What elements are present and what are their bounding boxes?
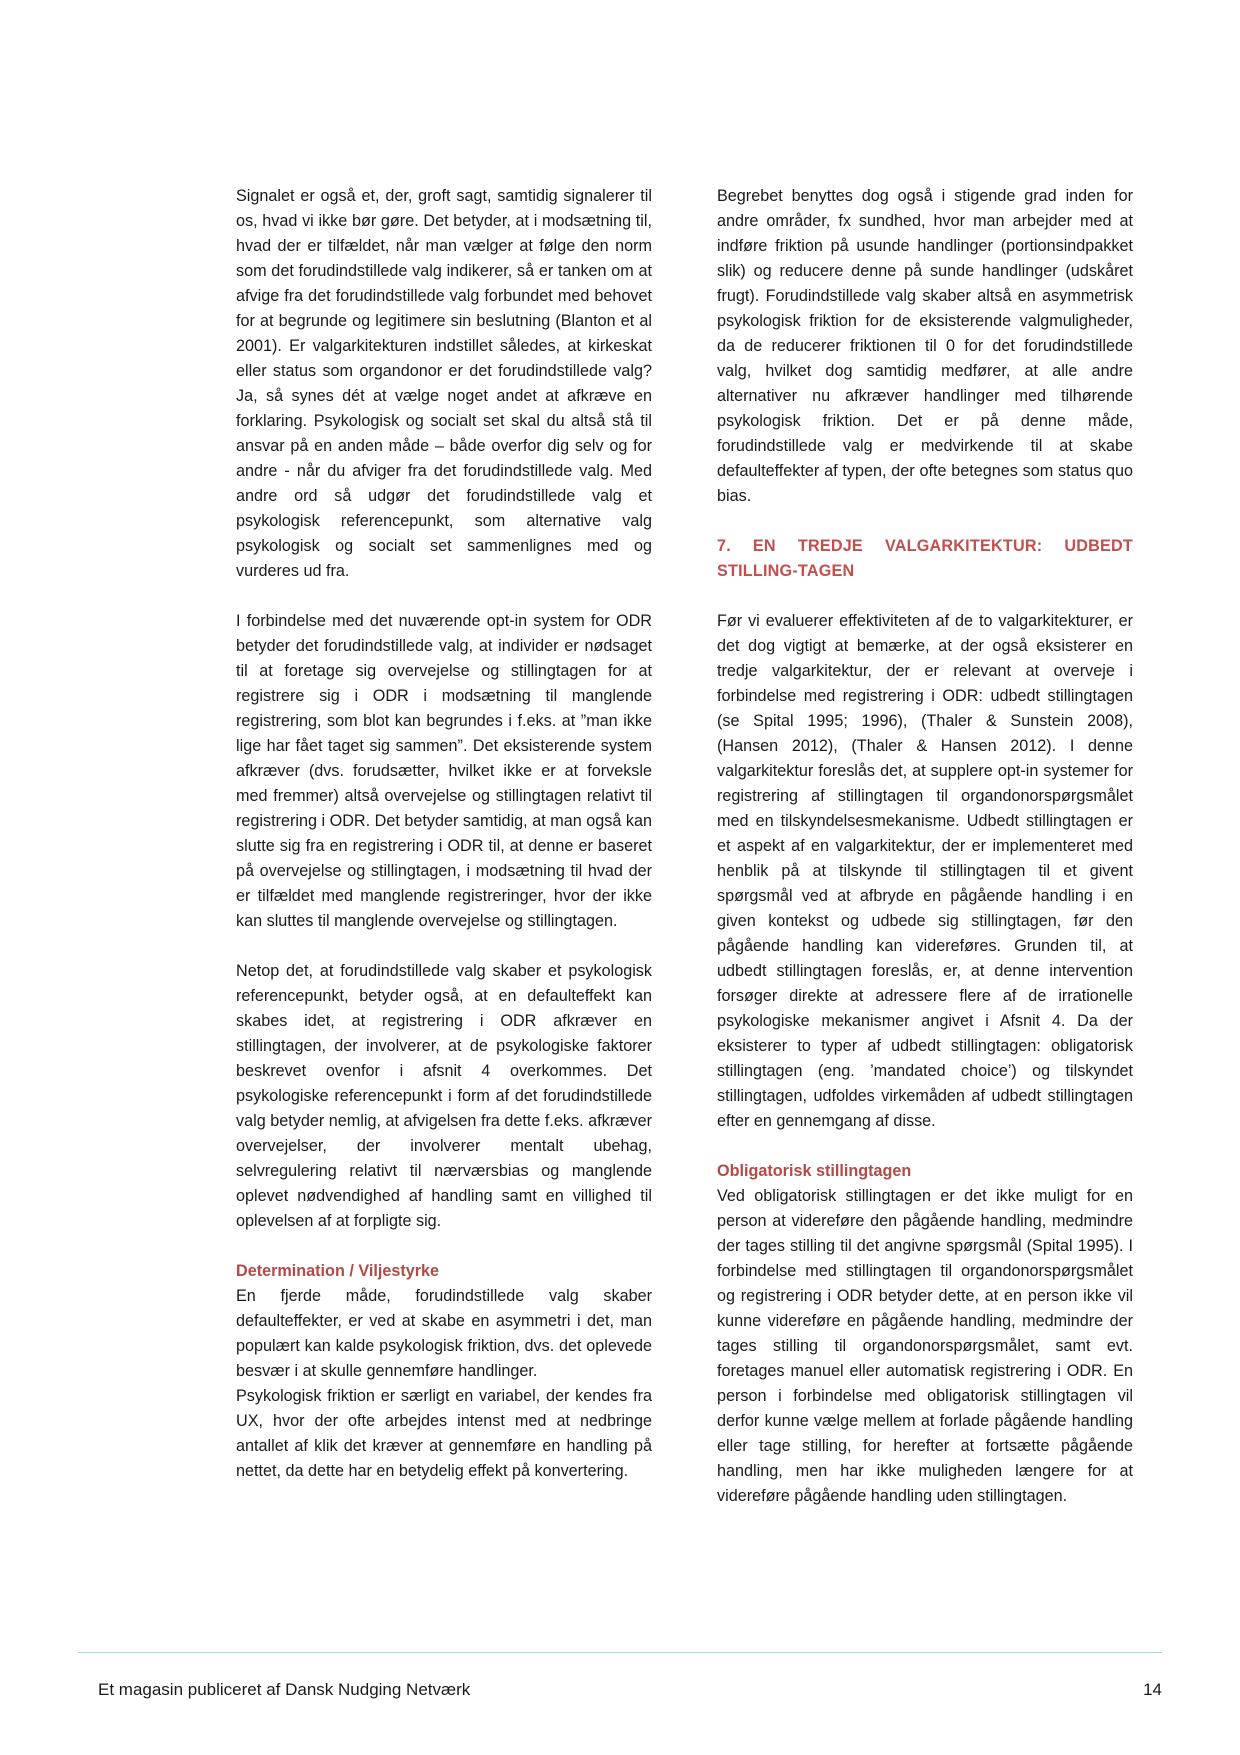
right-paragraph-3: Ved obligatorisk stillingtagen er det ikke muligt for en person at videreføre den pågående handling, medmindre der tages stilling til det angivne spørgsmål (Spital 1995). I forbindelse med stillingtagen til organdonorspørgsmålet og registrering i ODR betyder dette, at en person ikke vil kunne videreføre en pågående handling, medmindre der tages stilling til organdonorspørgsmålet, samt evt. foretages manuel eller automatisk registrering i ODR. En person i forbindelse med obligatorisk stillingtagen vil derfor kunne vælge mellem at forlade pågående handling eller tage stilling, for herefter at fortsætte pågående handling, men har ikke muligheden længere for at videreføre pågående handling uden stillingtagen. — [717, 1187, 1133, 1505]
left-column — [236, 184, 652, 1484]
page-number: 14 — [1143, 1680, 1162, 1699]
right-paragraph-1: Begrebet benyttes dog også i stigende grad inden for andre områder, fx sundhed, hvor man arbejder med at indføre friktion på usunde handlinger (portionsindpakket slik) og reducere denne på sunde handlinger (udskåret frugt). Forudindstillede valg skaber altså en asymmetrisk psykologisk friktion for de eksisterende valgmuligheder, da de reducerer friktionen til 0 for det forudindstillede valg, hvilket dog samtidig medfører, at alle andre alternativer nu afkræver handlinger med tilhørende psykologisk friktion. Det er på denne måde, forudindstillede valg er medvirkende til at skabe defaulteffekter af typen, der ofte betegnes som status quo bias. — [717, 187, 1133, 505]
left-paragraph-5: Psykologisk friktion er særligt en variabel, der kendes fra UX, hvor der ofte arbejdes intenst med at nedbringe antallet af klik det kræver at gennemføre en handling på nettet, da dette har en betydelig effekt på konvertering. — [236, 1387, 652, 1480]
right-paragraph-2: Før vi evaluerer effektiviteten af de to valgarkitekturer, er det dog vigtigt at bemærke, at der også eksisterer en tredje valgarkitektur, der er relevant at overveje i forbindelse med registrering i ODR: udbedt stillingtagen (se Spital 1995; 1996), (Thaler & Sunstein 2008), (Hansen 2012), (Thaler & Hansen 2012). I denne valgarkitektur foreslås det, at supplere opt-in systemer for registrering af stillingtagen til organdonorspørgsmålet med en tilskyndelsesmekanisme. Udbedt stillingtagen er et aspekt af en valgarkitektur, der er implementeret med henblik på at tilskynde til stillingtagen til et givent spørgsmål ved at afbryde en pågående handling i en given kontekst og udbede sig stillingtagen, før den pågående handling kan videreføres. Grunden til, at udbedt stillingtagen foreslås, er, at denne intervention forsøger direkte at adressere flere af de irrationelle psykologiske mekanismer angivet i Afsnit 4. Da der eksisterer to typer af udbedt stillingtagen: obligatorisk stillingtagen (eng. ’mandated choice’) og tilskyndet stillingtagen, udfoldes virkemåden af udbedt stillingtagen efter en gennemgang af disse. — [717, 612, 1133, 1130]
subheading-determination: Determination / Viljestyrke — [236, 1262, 440, 1280]
left-paragraph-2: I forbindelse med det nuværende opt-in system for ODR betyder det forudindstillede valg, at individer er nødsaget til at foretage sig overvejelse og stillingtagen for at registrere sig i ODR i modsætning til manglende registrering, som blot kan begrundes i f.eks. at ”man ikke lige har fået taget sig sammen”. Det eksisterende system afkræver (dvs. forudsætter, hvilket ikke er at forveksle med fremmer) altså overvejelse og stillingtagen relativt til registrering i ODR. Det betyder samtidig, at man også kan slutte sig fra en registrering i ODR til, at denne er baseret på overvejelse og stillingtagen, i modsætning til hvad der er tilfældet med manglende registreringer, hvor der ikke kan sluttes til manglende overvejelse og stillingtagen. — [236, 612, 652, 930]
left-paragraph-3: Netop det, at forudindstillede valg skaber et psykologisk referencepunkt, betyder også, at en defaulteffekt kan skabes idet, at registrering i ODR afkræver en stillingtagen, der involverer, at de psykologiske faktorer beskrevet ovenfor i afsnit 4 overkommes. Det psykologiske referencepunkt i form af det forudindstillede valg betyder nemlig, at afvigelsen fra dette f.eks. afkræver overvejelser, der involverer mentalt ubehag, selvregulering relativt til nærværsbias og manglende oplevet nødvendighed af handling samt en villighed til oplevelsen af at forpligte sig. — [236, 962, 652, 1230]
footer-publisher-text: Et magasin publiceret af Dansk Nudging Netværk — [98, 1680, 471, 1699]
left-paragraph-4: En fjerde måde, forudindstillede valg skaber defaulteffekter, er ved at skabe en asymmetri i det, man populært kan kalde psykologisk friktion, dvs. det oplevede besvær i at skulle gennemføre handlinger. — [236, 1287, 652, 1380]
footer-divider — [78, 1652, 1162, 1653]
right-column — [717, 184, 1133, 1509]
section-heading-7: 7. EN TREDJE VALGARKITEKTUR: UDBEDT STILLING-TAGEN — [717, 537, 1133, 580]
left-paragraph-1: Signalet er også et, der, groft sagt, samtidig signalerer til os, hvad vi ikke bør gøre. Det betyder, at i modsætning til, hvad der er tilfældet, når man vælger at følge den norm som det forudindstillede valg indikerer, så er tanken om at afvige fra det forudindstillede valg forbundet med behovet for at begrunde og legitimere sin beslutning (Blanton et al 2001). Er valgarkitekturen indstillet således, at kirkeskat eller status som organdonor er det forudindstillede valg? Ja, så synes dét at vælge noget andet at afkræve en forklaring. Psykologisk og socialt set skal du altså stå til ansvar på en anden måde – både overfor dig selv og for andre - når du afviger fra det forudindstillede valg. Med andre ord så udgør det forudindstillede valg et psykologisk referencepunkt, som alternative valg psykologisk og socialt set sammenlignes med og vurderes ud fra. — [236, 187, 652, 580]
subheading-obligatorisk: Obligatorisk stillingtagen — [717, 1162, 912, 1180]
